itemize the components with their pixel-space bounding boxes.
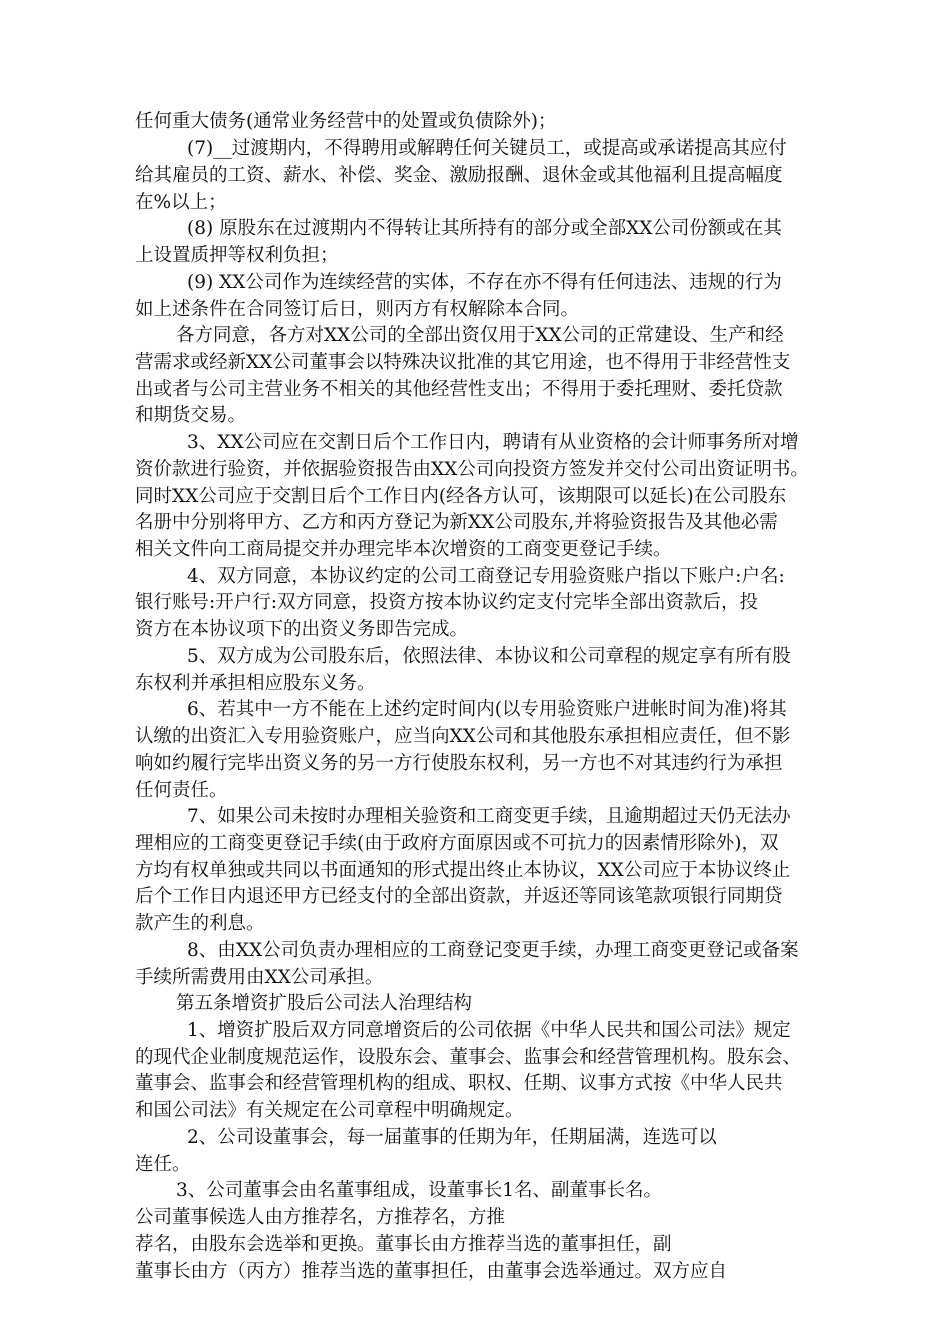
text-line: 荐名，由股东会选举和更换。董事长由方推荐当选的董事担任，副: [135, 1234, 672, 1255]
text-line: 上设置质押等权利负担；: [135, 245, 339, 266]
text-line: 款产生的利息。: [135, 913, 265, 934]
text-line: 东权利并承担相应股东义务。: [135, 673, 376, 694]
text-line: 资价款进行验资，并依据验资报告由XX公司向投资方签发并交付公司出资证明书。: [135, 459, 809, 480]
text-line: 和期货交易。: [135, 405, 247, 426]
text-line: (7)__过渡期内，不得聘用或解聘任何关键员工，或提高或承诺提高其应付: [187, 138, 787, 159]
text-line: 7、如果公司未按时办理相关验资和工商变更手续，且逾期超过天仍无法办: [187, 806, 791, 827]
text-line: 8、由XX公司负责办理相应的工商登记变更手续，办理工商变更登记或备案: [187, 940, 799, 961]
text-line: 同时XX公司应于交割日后个工作日内(经各方认可，该期限可以延长)在公司股东: [135, 486, 787, 507]
text-line: 认缴的出资汇入专用验资账户，应当向XX公司和其他股东承担相应责任，但不影: [135, 726, 791, 747]
text-line: 的现代企业制度规范运作，设股东会、董事会、监事会和经营管理机构。股东会、: [135, 1047, 802, 1068]
text-line: 2、公司设董事会，每一届董事的任期为年，任期届满，连选可以: [187, 1127, 717, 1148]
text-line: 出或者与公司主营业务不相关的其他经营性支出；不得用于委托理财、委托贷款: [135, 379, 783, 400]
text-line: 名册中分别将甲方、乙方和丙方登记为新XX公司股东,并将验资报告及其他必需: [135, 512, 778, 533]
text-line: 方均有权单独或共同以书面通知的形式提出终止本协议，XX公司应于本协议终止: [135, 860, 791, 881]
text-line: 6、若其中一方不能在上述约定时间内(以专用验资账户进帐时间为准)将其: [187, 699, 787, 720]
text-line: 给其雇员的工资、薪水、补偿、奖金、激励报酬、退休金或其他福利且提高幅度: [135, 165, 783, 186]
text-line: 4、双方同意，本协议约定的公司工商登记专用验资账户指以下账户:户名:: [187, 566, 785, 587]
text-line: 手续所需费用由XX公司承担。: [135, 967, 384, 988]
text-line: 银行账号:开户行:双方同意，投资方按本协议约定支付完毕全部出资款后，投: [135, 592, 758, 613]
text-line: 理相应的工商变更登记手续(由于政府方面原因或不可抗力的因素情形除外)，双: [135, 833, 779, 854]
text-line: 各方同意，各方对XX公司的全部出资仅用于XX公司的正常建设、生产和经: [176, 325, 784, 346]
text-line: 响如约履行完毕出资义务的另一方行使股东权利，另一方也不对其违约行为承担: [135, 753, 783, 774]
section-heading: 第五条增资扩股后公司法人治理结构: [176, 993, 473, 1014]
text-line: 1、增资扩股后双方同意增资后的公司依据《中华人民共和国公司法》规定: [187, 1020, 791, 1041]
text-line: 3、XX公司应在交割日后个工作日内，聘请有从业资格的会计师事务所对增: [187, 432, 799, 453]
text-line: 资方在本协议项下的出资义务即告完成。: [135, 619, 469, 640]
text-line: 营需求或经新XX公司董事会以特殊决议批准的其它用途，也不得用于非经营性支: [135, 352, 791, 373]
text-line: 和国公司法》有关规定在公司章程中明确规定。: [135, 1100, 524, 1121]
text-line: 董事会、监事会和经营管理机构的组成、职权、任期、议事方式按《中华人民共: [135, 1073, 783, 1094]
text-line: (8) 原股东在过渡期内不得转让其所持有的部分或全部XX公司份额或在其: [187, 218, 782, 239]
text-line: 后个工作日内退还甲方已经支付的全部出资款，并返还等同该笔款项银行同期贷: [135, 886, 783, 907]
text-line: 相关文件向工商局提交并办理完毕本次增资的工商变更登记手续。: [135, 539, 672, 560]
text-line: 在%以上；: [135, 192, 227, 213]
text-line: 3、公司董事会由名董事组成，设董事长1名、副董事长名。: [176, 1180, 663, 1201]
text-line: 连任。: [135, 1154, 191, 1175]
text-line: 如上述条件在合同签订后日，则丙方有权解除本合同。: [135, 299, 580, 320]
text-line: (9) XX公司作为连续经营的实体，不存在亦不得有任何违法、违规的行为: [187, 272, 782, 293]
text-line: 董事长由方（丙方）推荐当选的董事担任，由董事会选举通过。双方应自: [135, 1261, 728, 1282]
text-line: 任何责任。: [135, 780, 228, 801]
text-line: 任何重大债务(通常业务经营中的处置或负债除外)；: [135, 111, 557, 132]
text-line: 公司董事候选人由方推荐名，方推荐名，方推: [135, 1207, 506, 1228]
text-line: 5、双方成为公司股东后，依照法律、本协议和公司章程的规定享有所有股: [187, 646, 791, 667]
